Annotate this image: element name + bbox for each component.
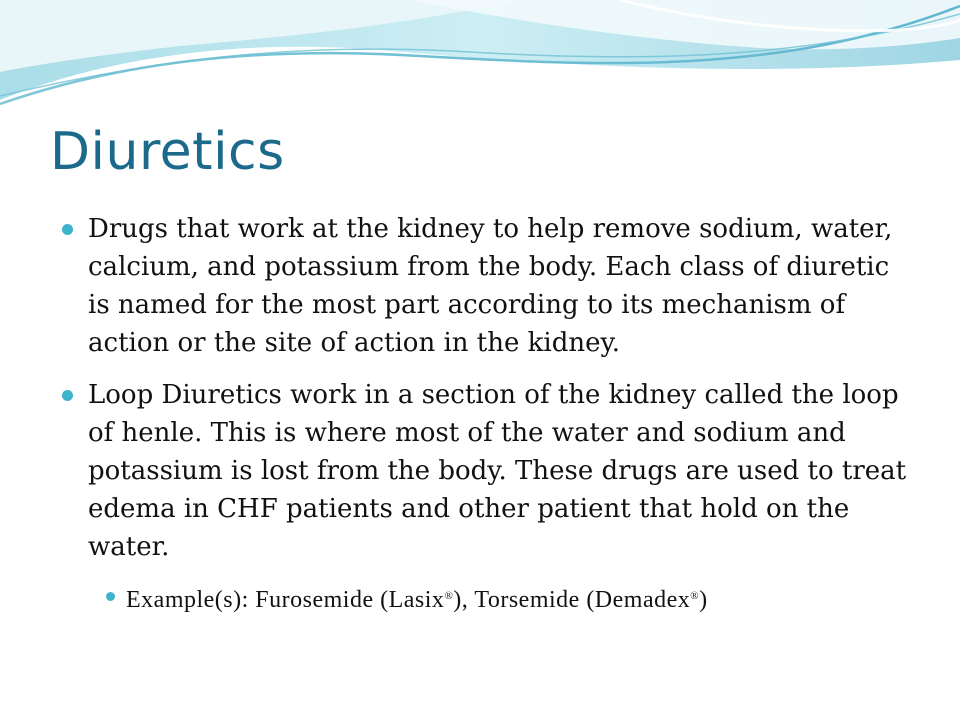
bullet-text: Loop Diuretics work in a section of the kidney called the loop of henle. This is where most of the water and sodium and potassium is lost from the body. These drugs are used to treat edema in CHF patients and other patient that hold on the water. bbox=[88, 380, 907, 562]
bullet-item bbox=[62, 376, 912, 566]
sub-bullet-text-part3: ) bbox=[699, 587, 708, 613]
bullet-dot-icon bbox=[62, 224, 73, 235]
bullet-item bbox=[62, 210, 912, 362]
header-wave-decoration bbox=[0, 0, 960, 140]
registered-mark: ® bbox=[690, 590, 700, 602]
bullet-text: Drugs that work at the kidney to help remove sodium, water, calcium, and potassium from the body. Each class of diuretic is named for the most part according to its mechanism of action or the site of action in the kidney. bbox=[88, 214, 893, 358]
bullet-list bbox=[62, 210, 912, 616]
sub-bullet-text-part2: ), Torsemide (Demadex bbox=[453, 587, 691, 613]
slide-title: Diuretics bbox=[50, 122, 285, 182]
sub-bullet-dot-icon bbox=[106, 592, 115, 601]
sub-bullet-text-part1: Example(s): Furosemide (Lasix bbox=[126, 587, 445, 613]
sub-bullet-item bbox=[106, 580, 912, 616]
registered-mark: ® bbox=[444, 590, 454, 602]
bullet-dot-icon bbox=[62, 390, 73, 401]
